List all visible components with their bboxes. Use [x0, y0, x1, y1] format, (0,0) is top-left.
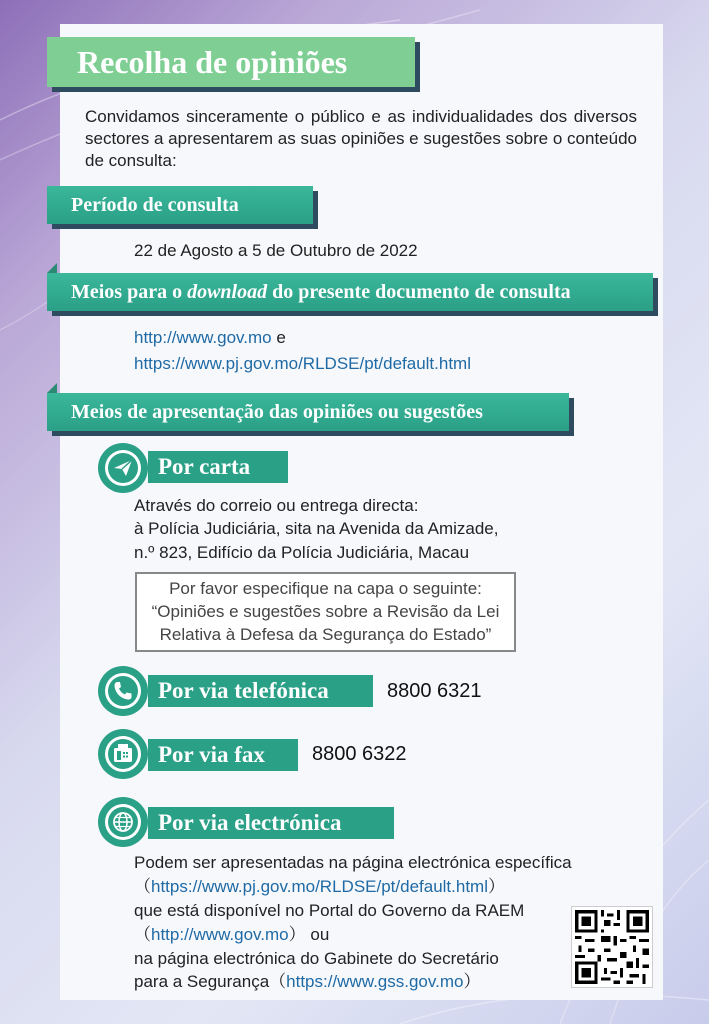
carta-line2: à Polícia Judiciária, sita na Avenida da Amizade,	[134, 519, 499, 538]
fax-icon	[98, 729, 148, 779]
telefone-number: 8800 6321	[387, 680, 482, 702]
carta-line1: Através do correio ou entrega directa:	[134, 496, 419, 515]
section-notch	[47, 263, 57, 273]
electronica-line6: para a Segurança（https://www.gss.gov.mo）	[134, 972, 481, 991]
link-gov-mo[interactable]: http://www.gov.mo	[134, 328, 272, 347]
link-gss[interactable]: https://www.gss.gov.mo	[286, 972, 464, 991]
download-line1: http://www.gov.mo e	[134, 328, 286, 347]
link-gov-mo-2[interactable]: http://www.gov.mo	[151, 925, 289, 944]
qr-code[interactable]	[571, 906, 653, 988]
carta-label: Por carta	[148, 451, 288, 483]
carta-note-line2: “Opiniões e sugestões sobre a Revisão da Lei	[151, 602, 500, 621]
electronica-line2: （https://www.pj.gov.mo/RLDSE/pt/default.html）	[134, 877, 505, 896]
carta-note-line1: Por favor especifique na capa o seguinte:	[169, 579, 482, 598]
telefone-label: Por via telefónica	[148, 675, 373, 707]
period-dates: 22 de Agosto a 5 de Outubro de 2022	[134, 241, 418, 260]
link-pj-rldse-2[interactable]: https://www.pj.gov.mo/RLDSE/pt/default.html	[151, 877, 488, 896]
page-title: Recolha de opiniões	[47, 37, 415, 87]
electronica-line5: na página electrónica do Gabinete do Secretário	[134, 949, 499, 968]
globe-icon	[98, 797, 148, 847]
electronica-label: Por via electrónica	[148, 807, 394, 839]
section-notch	[47, 383, 57, 393]
carta-note-line3: Relativa à Defesa da Segurança do Estado”	[159, 625, 492, 644]
section-submit-heading: Meios de apresentação das opiniões ou sugestões	[47, 393, 569, 431]
carta-note-box	[135, 572, 516, 652]
electronica-line1: Podem ser apresentadas na página electrónica específica	[134, 853, 572, 872]
fax-number: 8800 6322	[312, 743, 407, 765]
phone-icon	[98, 666, 148, 716]
paper-plane-icon	[98, 443, 148, 493]
section-download-heading: Meios para o download do presente documento de consulta	[47, 273, 653, 311]
electronica-line4: （http://www.gov.mo） ou	[134, 925, 330, 944]
section-period-heading: Período de consulta	[47, 186, 313, 224]
carta-line3: n.º 823, Edifício da Polícia Judiciária, Macau	[134, 543, 470, 562]
intro-paragraph: Convidamos sinceramente o público e as individualidades dos diversos sectores a apresentarem as suas opiniões e sugestões sobre o conteúdo de consulta:	[85, 107, 637, 170]
link-pj-rldse[interactable]: https://www.pj.gov.mo/RLDSE/pt/default.html	[134, 354, 471, 373]
electronica-line3: que está disponível no Portal do Governo da RAEM	[134, 901, 525, 920]
fax-label: Por via fax	[148, 739, 298, 771]
